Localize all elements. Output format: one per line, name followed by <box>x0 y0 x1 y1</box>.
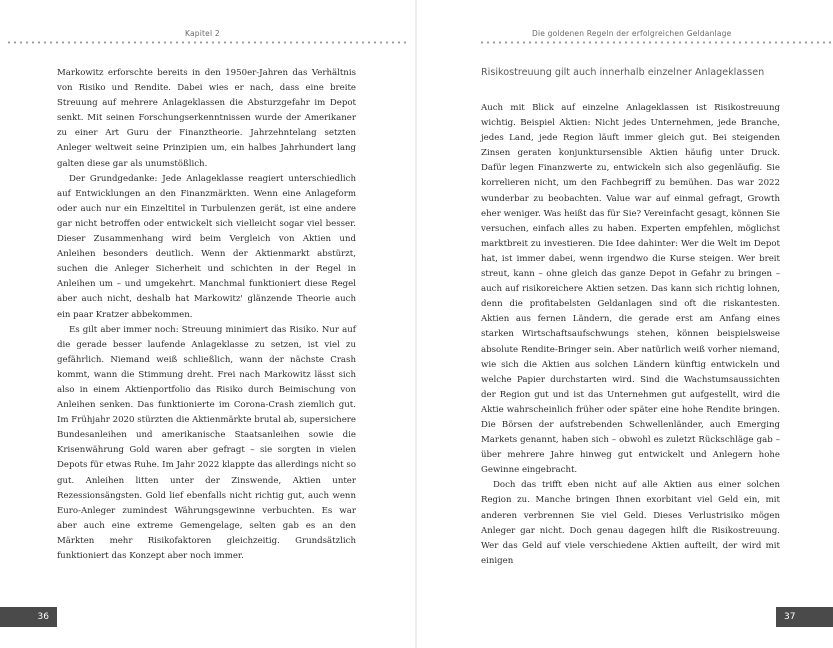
dotted-rule-right <box>479 41 833 44</box>
paragraph: Es gilt aber immer noch: Streuung minimiert das Risiko. Nur auf die gerade besser laufende Anlageklasse zu setzen, ist viel zu gefährlich. Niemand weiß schließlich, wann der nächste Crash kommt, wann die Stimmung dreht. Frei nach Markowitz lässt sich also in einem Aktienportfolio das Risiko durch Beimischung von Anleihen senken. Das funktionierte im Corona-Crash ziemlich gut. Im Frühjahr 2020 stürzten die Aktienmärkte brutal ab, supersichere Bundesanleihen und amerikanische Staatsanleihen sowie die Krisenwährung Gold waren aber gefragt – sie sorgten in vielen Depots für etwas Ruhe. Im Jahr 2022 klappte das allerdings nicht so gut. Anleihen litten unter der Zinswende, Aktien unter Rezessionsängsten. Gold lief ebenfalls nicht richtig gut, auch wenn Euro-Anleger zumindest Währungsgewinne verbuchten. Es war aber auch eine extreme Gemengelage, selten gab es an den Märkten mehr Risikofaktoren gleichzeitig. Grundsätzlich funktioniert das Konzept aber noch immer. <box>57 324 356 561</box>
page-number-left: 36 <box>0 607 57 627</box>
running-head-left: Kapitel 2 <box>185 29 220 38</box>
paragraph: Markowitz erforschte bereits in den 1950er-Jahren das Verhältnis von Risiko und Rendite. Dabei wies er nach, dass eine breite Streuung auf mehrere Anlageklassen die Absturzgefahr im Depot senkt. Mit seinen Forschungserkenntnissen wurde der Amerikaner zu einer Art Guru der Finanztheorie. Jahrzehntelang setzten Anleger weltweit seine Prinzipien um, ein halbes Jahrhundert lang galten diese gar als unumstößlich. <box>57 68 356 169</box>
section-heading: Risikostreuung gilt auch innerhalb einzelner Anlageklassen <box>481 67 765 78</box>
running-head-right: Die goldenen Regeln der erfolgreichen Geldanlage <box>532 29 732 38</box>
paragraph: Der Grundgedanke: Jede Anlageklasse reagiert unterschiedlich auf Entwicklungen an den Finanzmärkten. Wenn eine Anlageform oder auch nur ein Einzeltitel in Turbulenzen gerät, ist eine andere gar nicht betroffen oder entwickelt sich vielleicht sogar viel besser. Dieser Zusammenhang wird beim Vergleich von Aktien und Anleihen besonders deutlich. Wenn der Aktienmarkt abstürzt, suchen die Anleger Sicherheit und schichten in der Regel in Anleihen um – und umgekehrt. Manchmal funktioniert diese Regel aber auch nicht, deshalb hat Markowitz' glänzende Theorie auch ein paar Kratzer abbekommen. <box>57 173 356 320</box>
paragraph: Auch mit Blick auf einzelne Anlageklassen ist Risikostreuung wichtig. Beispiel Aktien: Nicht jedes Unternehmen, jede Branche, jedes Land, jede Region läuft immer gleich gut. Bei steigenden Zinsen geraten konjunktursensible Aktien häufig unter Druck. Dafür legen Finanzwerte zu, entwickeln sich also gegenläufig. Sie korrelieren nicht, um den Fachbegriff zu bemühen. Das war 2022 wunderbar zu beobachten. Value war auf einmal gefragt, Growth eher weniger. Was heißt das für Sie? Vereinfacht gesagt, können Sie versuchen, einfach alles zu haben. Experten empfehlen, möglichst marktbreit zu investieren. Die Idee dahinter: Wer die Welt im Depot hat, ist immer dabei, wenn irgendwo die Kurse steigen. Wer breit streut, kann – ohne gleich das ganze Depot in Gefahr zu bringen – auch auf risikoreichere Aktien setzen. Das kann sich richtig lohnen, denn die profitabelsten Geldanlagen sind oft die riskantesten. Aktien aus fernen Ländern, die gerade erst am Anfang eines starken Wirtschaftsaufschwungs stehen, können beispielsweise absolute Rendite-Bringer sein. Aber natürlich weiß vorher niemand, wie sich die Aktien aus solchen Ländern künftig entwickeln und welche Papier durchstarten wird. Sind die Wachstumsaussichten der Region gut und ist das Unternehmen gut aufgestellt, wird die Aktie wahrscheinlich früher oder später eine hohe Rendite bringen. Die Börsen der aufstrebenden Schwellenländer, auch Emerging Markets genannt, haben sich – obwohl es zuletzt Rückschläge gab – über mehrere Jahre hinweg gut entwickelt und Anlegern hohe Gewinne eingebracht. <box>481 103 780 476</box>
left-page-body <box>57 66 356 564</box>
right-page-body <box>481 101 780 569</box>
left-page <box>0 0 416 648</box>
dotted-rule-left <box>6 41 410 44</box>
paragraph: Doch das trifft eben nicht auf alle Aktien aus einer solchen Region zu. Manche bringen Ihnen exorbitant viel Geld ein, mit anderen verbrennen Sie viel Geld. Dieses Verlustrisiko mögen Anleger gar nicht. Doch genau dagegen hilft die Risikostreuung. Wer das Geld auf viele verschiedene Aktien aufteilt, der wird mit einigen <box>481 480 780 566</box>
right-page <box>417 0 833 648</box>
page-number-right: 37 <box>776 607 833 627</box>
